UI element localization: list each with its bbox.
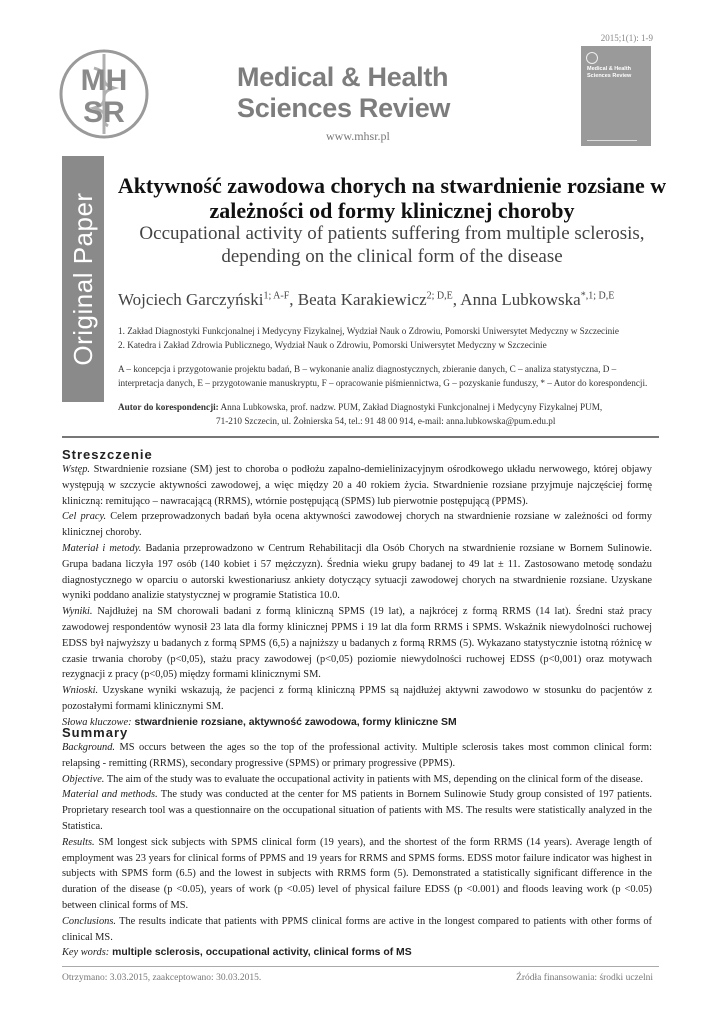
journal-title [237, 62, 557, 124]
paragraph-text: MS occurs between the ages so the top of the professional activity. Multiple sclerosis takes most common clinical form: relapsing - remitting (RRMS), secondary progressive (SPMS) or primary progressive (PPMS). [62, 742, 652, 769]
keywords-label: Słowa kluczowe: [62, 716, 132, 728]
journal-title-line1: Medical & Health [237, 62, 449, 92]
abstract-paragraph [62, 772, 652, 788]
correspondence [118, 401, 678, 428]
keywords-line [62, 715, 652, 731]
abstract-paragraph [62, 787, 652, 834]
journal-cover-thumbnail [581, 46, 651, 146]
cover-divider [587, 140, 637, 141]
keywords-label: Key words: [62, 947, 110, 959]
paragraph-label: Objective. [62, 773, 105, 785]
author-name: Anna Lubkowska [460, 290, 581, 309]
correspondence-line1: Anna Lubkowska, prof. nadzw. PUM, Zakład Diagnostyki Funkcjonalnej i Medycyny Fizykalnej PUM, [220, 402, 603, 412]
funding-source: Źródła finansowania: środki uczelni [516, 973, 653, 983]
cover-title: Medical & Health Sciences Review [587, 66, 632, 79]
paragraph-label: Materiał i metody. [62, 542, 142, 554]
keywords: stwardnienie rozsiane, aktywność zawodowa, formy kliniczne SM [131, 716, 457, 728]
affiliations [118, 325, 678, 352]
summary-body [62, 740, 652, 961]
abstract-paragraph [62, 462, 652, 509]
abstract-paragraph [62, 740, 652, 772]
logo-text-mh: MH [80, 64, 128, 97]
abstract-paragraph [62, 914, 652, 946]
abstract-paragraph [62, 835, 652, 914]
keywords-line [62, 945, 652, 961]
author-contributions: A – koncepcja i przygotowanie projektu badań, B – wykonanie analiz diagnostycznych, zbieranie danych, C – analiza statystyczna, D – interpretacja danych, E – przygotowanie manuskryptu, F – opracowanie piśmiennictwa, G – pozyskanie funduszy, * – Autor do korespondencji. [118, 364, 648, 388]
affiliation-item: 1. Zakład Diagnostyki Funkcjonalnej i Medycyny Fizykalnej, Wydział Nauk o Zdrowiu, Pomorski Uniwersytet Medyczny w Szczecinie [118, 326, 619, 336]
article-type-label: Original Paper [68, 192, 98, 366]
citation: 2015;1(1): 1-9 [600, 33, 653, 43]
summary-heading: Summary [62, 725, 129, 740]
paragraph-label: Wnioski. [62, 685, 99, 697]
paragraph-text: Badania przeprowadzono w Centrum Rehabilitacji dla Osób Chorych na stwardnienie rozsiane w Bornem Sulinowie. Grupa badana liczyła 197 osób (140 kobiet i 57 mężczyzn). Średnia wieku grupy badanej to 49 lat ± 11. Zastosowano metodę sondażu diagnostycznego w oparciu o autorski kwestionariusz ankiety dotyczący sytuacji zawodowej chorych na stwardnienie rozsiane. Uzyskane wyniki poddano analizie statystycznej w programie Statistica 10.0. [62, 542, 652, 602]
paragraph-label: Wyniki. [62, 606, 93, 618]
paragraph-text: SM longest sick subjects with SPMS clinical form (19 years), and the shortest of the form RRMS (14 years). Average length of employment was 23 years for clinical forms of PPMS and 19 years for RRMS and SPMS forms. EDSS motor failure indicator was highest in subjects with SPMS form (6.5) and the lowest in subjects with RRMS form (5). Demonstrated a statistically significant difference in the duration of the disease (p <0.05), years of work (p <0.05) level of physical failure EDSS (p <0.001) and floods leaving work (p <0.05) between clinical forms of MS. [62, 836, 652, 911]
author-name: Wojciech Garczyński [118, 290, 264, 309]
title-polish: Aktywność zawodowa chorych na stwardnienie rozsiane w zależności od formy klinicznej choroby [117, 173, 667, 223]
paragraph-text: Stwardnienie rozsiane (SM) jest to choroba o podłożu zapalno-demielinizacyjnym ośrodkowego układu nerwowego, której objawy występują w szczycie aktywności zawodowej, a więc między 20 a 40 rokiem życia. Stwardnienie rozsiane przyjmuje najczęściej formę kliniczną: remitująco – nawracającą (RRMS), wtórnie postępującą (SPMS) lub pierwotnie postępującą (PPMS). [62, 464, 652, 507]
logo-text-sr: SR [83, 96, 125, 129]
footer-divider [62, 966, 659, 967]
paragraph-label: Cel pracy. [62, 511, 107, 523]
streszczenie-body [62, 462, 652, 731]
paragraph-label: Background. [62, 742, 115, 753]
correspondence-line2: 71-210 Szczecin, ul. Żołnierska 54, tel.: 91 48 00 914, e-mail: anna.lubkowska@pum.edu.pl [216, 415, 556, 426]
paragraph-text: Celem przeprowadzonych badań była ocena aktywności zawodowej chorych na stwardnienie rozsiane w zależności od formy klinicznej choroby. [62, 511, 652, 539]
paragraph-label: Conclusions. [62, 915, 116, 927]
author-affiliation-sup: 2; D,E [426, 290, 453, 302]
received-dates: Otrzymano: 3.03.2015, zaakceptowano: 30.03.2015. [62, 973, 262, 983]
paragraph-label: Results. [62, 836, 95, 848]
correspondence-label: Autor do korespondencji: [118, 402, 219, 412]
paragraph-label: Wstęp. [62, 464, 90, 475]
journal-title-line2: Sciences Review [237, 93, 451, 123]
keywords: multiple sclerosis, occupational activity, clinical forms of MS [109, 947, 412, 959]
cover-logo-icon [586, 52, 598, 64]
affiliation-item: 2. Katedra i Zakład Zdrowia Publicznego, Wydział Nauk o Zdrowiu, Pomorski Uniwersytet Medyczny w Szczecinie [118, 339, 547, 350]
author-separator: , [289, 290, 298, 309]
author-affiliation-sup: *,1; D,E [580, 290, 615, 302]
abstract-paragraph [62, 509, 652, 541]
journal-url[interactable]: www.mhsr.pl [326, 129, 390, 143]
abstract-paragraph [62, 541, 652, 604]
streszczenie-heading: Streszczenie [62, 447, 153, 462]
author-affiliation-sup: 1; A-F [263, 290, 290, 302]
paragraph-text: The aim of the study was to evaluate the occupational activity in patients with MS, depending on the clinical form of the disease. [104, 773, 643, 785]
abstract-paragraph [62, 683, 652, 715]
paragraph-label: Material and methods. [62, 789, 158, 801]
title-english: Occupational activity of patients suffering from multiple sclerosis, depending on the clinical form of the disease [139, 223, 645, 267]
paragraph-text: The results indicate that patients with PPMS clinical forms are active in the longest compared to patients with other forms of clinical MS. [62, 915, 652, 943]
authors-line [118, 290, 614, 310]
paragraph-text: Najdłużej na SM chorowali badani z formą kliniczną SPMS (19 lat), a najkrócej z formą RRMS (14 lat). Średni staż pracy zawodowej respondentów wynosił 23 lata dla formy klinicznej PPMS i 19 lat dla form RRMS i SPMS. Wskaźnik niewydolności ruchowej EDSS był najwyższy u badanych z formą SPMS (6,5) a najniższy u badanych z formą RRMS (5). Wykazano statystycznie istotną różnicę w czasie trwania choroby (p<0,05), stażu pracy zawodowej (p<0,05) poziomie niewydolności ruchowej EDSS (p<0,001) oraz motywach rezygnacji z pracy (p<0,05) między formami klinicznymi SM. [62, 606, 652, 681]
section-divider [62, 436, 659, 438]
author-separator: , [452, 290, 461, 309]
journal-logo-icon [58, 48, 150, 140]
abstract-paragraph [62, 604, 652, 683]
side-band [62, 156, 104, 402]
paragraph-text: Uzyskane wyniki wskazują, że pacjenci z formą kliniczną PPMS są najdłużej aktywni zawodowo w stosunku do pacjentów z pozostałymi formami klinicznymi SM. [62, 685, 652, 712]
author-name: Beata Karakiewicz [297, 290, 427, 309]
paragraph-text: The study was conducted at the center for MS patients in Bornem Sulinowie Study group consisted of 197 patients. Proprietary research tool was a questionnaire on the occupational situation of patients with MS. The results were statistically analyzed in the Statistica. [62, 789, 652, 832]
